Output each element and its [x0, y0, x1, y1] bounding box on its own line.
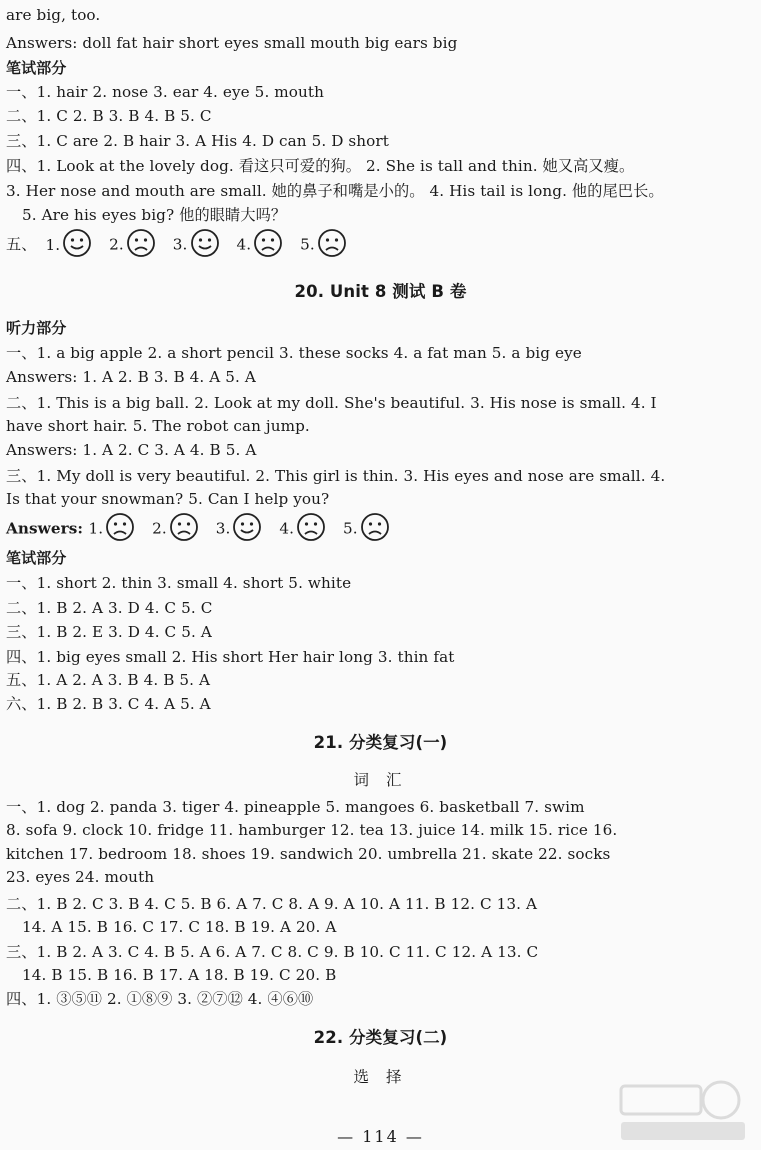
- text-line: 二、1. B 2. C 3. B 4. C 5. B 6. A 7. C 8. A 9. A 10. A 11. B 12. C 13. A: [6, 895, 538, 913]
- unit-title: 20. Unit 8 测试 B 卷: [294, 282, 467, 301]
- text-line: 8. sofa 9. clock 10. fridge 11. hamburger 12. tea 13. juice 14. milk 15. rice 16.: [6, 821, 618, 839]
- text-line: 一、1. hair 2. nose 3. ear 4. eye 5. mouth: [6, 83, 325, 101]
- section-label: 五、: [6, 235, 37, 254]
- answers-line: Answers: 1. A 2. B 3. B 4. A 5. A: [6, 368, 256, 386]
- faces-row: [6, 234, 753, 257]
- text-line: Is that your snowman? 5. Can I help you?: [6, 490, 330, 508]
- sad-face-icon: [253, 228, 283, 263]
- section-heading-written: 笔试部分: [6, 549, 67, 567]
- answers-line: Answers: 1. A 2. C 3. A 4. B 5. A: [6, 441, 257, 459]
- faces-row: [6, 518, 753, 541]
- page-number: — 114 —: [337, 1127, 424, 1146]
- text-line: 三、1. My doll is very beautiful. 2. This girl is thin. 3. His eyes and nose are small. 4.: [6, 467, 666, 485]
- smiley-face-icon: [190, 228, 220, 263]
- review2-title: 22. 分类复习(二): [313, 1028, 448, 1047]
- item-label: 4.: [236, 235, 252, 254]
- choose-heading: 选 择: [353, 1068, 408, 1086]
- section-heading-written: 笔试部分: [6, 59, 67, 77]
- item-label: 3.: [215, 519, 231, 538]
- sad-face-icon: [126, 228, 156, 263]
- text-line: 六、1. B 2. B 3. C 4. A 5. A: [6, 695, 211, 713]
- review1-title: 21. 分类复习(一): [313, 733, 448, 752]
- text-line: 四、1. Look at the lovely dog. 看这只可爱的狗。 2. She is tall and thin. 她又高又瘦。: [6, 157, 635, 175]
- text-line: 14. A 15. B 16. C 17. C 18. B 19. A 20. A: [22, 918, 337, 936]
- text-line: 二、1. B 2. A 3. D 4. C 5. C: [6, 599, 213, 617]
- text-line: 一、1. short 2. thin 3. small 4. short 5. white: [6, 574, 352, 592]
- text-line: 四、1. big eyes small 2. His short Her hair long 3. thin fat: [6, 648, 455, 666]
- watermark-logo-icon: [611, 1076, 751, 1146]
- text-line: 三、1. B 2. E 3. D 4. C 5. A: [6, 623, 212, 641]
- smiley-face-icon: [62, 228, 92, 263]
- text-line: 3. Her nose and mouth are small. 她的鼻子和嘴是小的。 4. His tail is long. 他的尾巴长。: [6, 182, 664, 200]
- item-label: 5.: [300, 235, 315, 254]
- text-line: 五、1. A 2. A 3. B 4. B 5. A: [6, 671, 211, 689]
- text-line: 四、1. ③⑤⑪ 2. ①⑧⑨ 3. ②⑦⑫ 4. ④⑥⑩: [6, 990, 314, 1008]
- item-label: 1.: [45, 235, 61, 254]
- smiley-face-icon: [232, 512, 262, 547]
- text-line: 二、1. This is a big ball. 2. Look at my doll. She's beautiful. 3. His nose is small. 4. I: [6, 394, 657, 412]
- vocab-heading: 词 汇: [353, 771, 408, 789]
- text-line: 5. Are his eyes big? 他的眼睛大吗？: [22, 206, 287, 224]
- text-line: 23. eyes 24. mouth: [6, 868, 155, 886]
- sad-face-icon: [317, 228, 347, 263]
- item-label: 2.: [152, 519, 167, 538]
- text-line: 二、1. C 2. B 3. B 4. B 5. C: [6, 107, 212, 125]
- item-label: 4.: [279, 519, 295, 538]
- item-label: 2.: [109, 235, 124, 254]
- item-label: 3.: [172, 235, 188, 254]
- text-line: 14. B 15. B 16. B 17. A 18. B 19. C 20. B: [22, 966, 337, 984]
- sad-face-icon: [105, 512, 135, 547]
- item-label: 1.: [88, 519, 104, 538]
- text-line: kitchen 17. bedroom 18. shoes 19. sandwich 20. umbrella 21. skate 22. socks: [6, 845, 611, 863]
- answers-line: Answers: doll fat hair short eyes small mouth big ears big: [6, 34, 458, 52]
- text-line: are big, too.: [6, 6, 101, 24]
- text-line: 一、1. a big apple 2. a short pencil 3. these socks 4. a fat man 5. a big eye: [6, 344, 582, 362]
- text-line: 三、1. B 2. A 3. C 4. B 5. A 6. A 7. C 8. C 9. B 10. C 11. C 12. A 13. C: [6, 943, 539, 961]
- answers-label: Answers:: [6, 519, 89, 538]
- text-line: 三、1. C are 2. B hair 3. A His 4. D can 5. D short: [6, 132, 389, 150]
- section-heading-listening: 听力部分: [6, 319, 67, 337]
- text-line: 一、1. dog 2. panda 3. tiger 4. pineapple 5. mangoes 6. basketball 7. swim: [6, 798, 585, 816]
- sad-face-icon: [296, 512, 326, 547]
- text-line: have short hair. 5. The robot can jump.: [6, 417, 310, 435]
- sad-face-icon: [169, 512, 199, 547]
- sad-face-icon: [360, 512, 390, 547]
- item-label: 5.: [343, 519, 358, 538]
